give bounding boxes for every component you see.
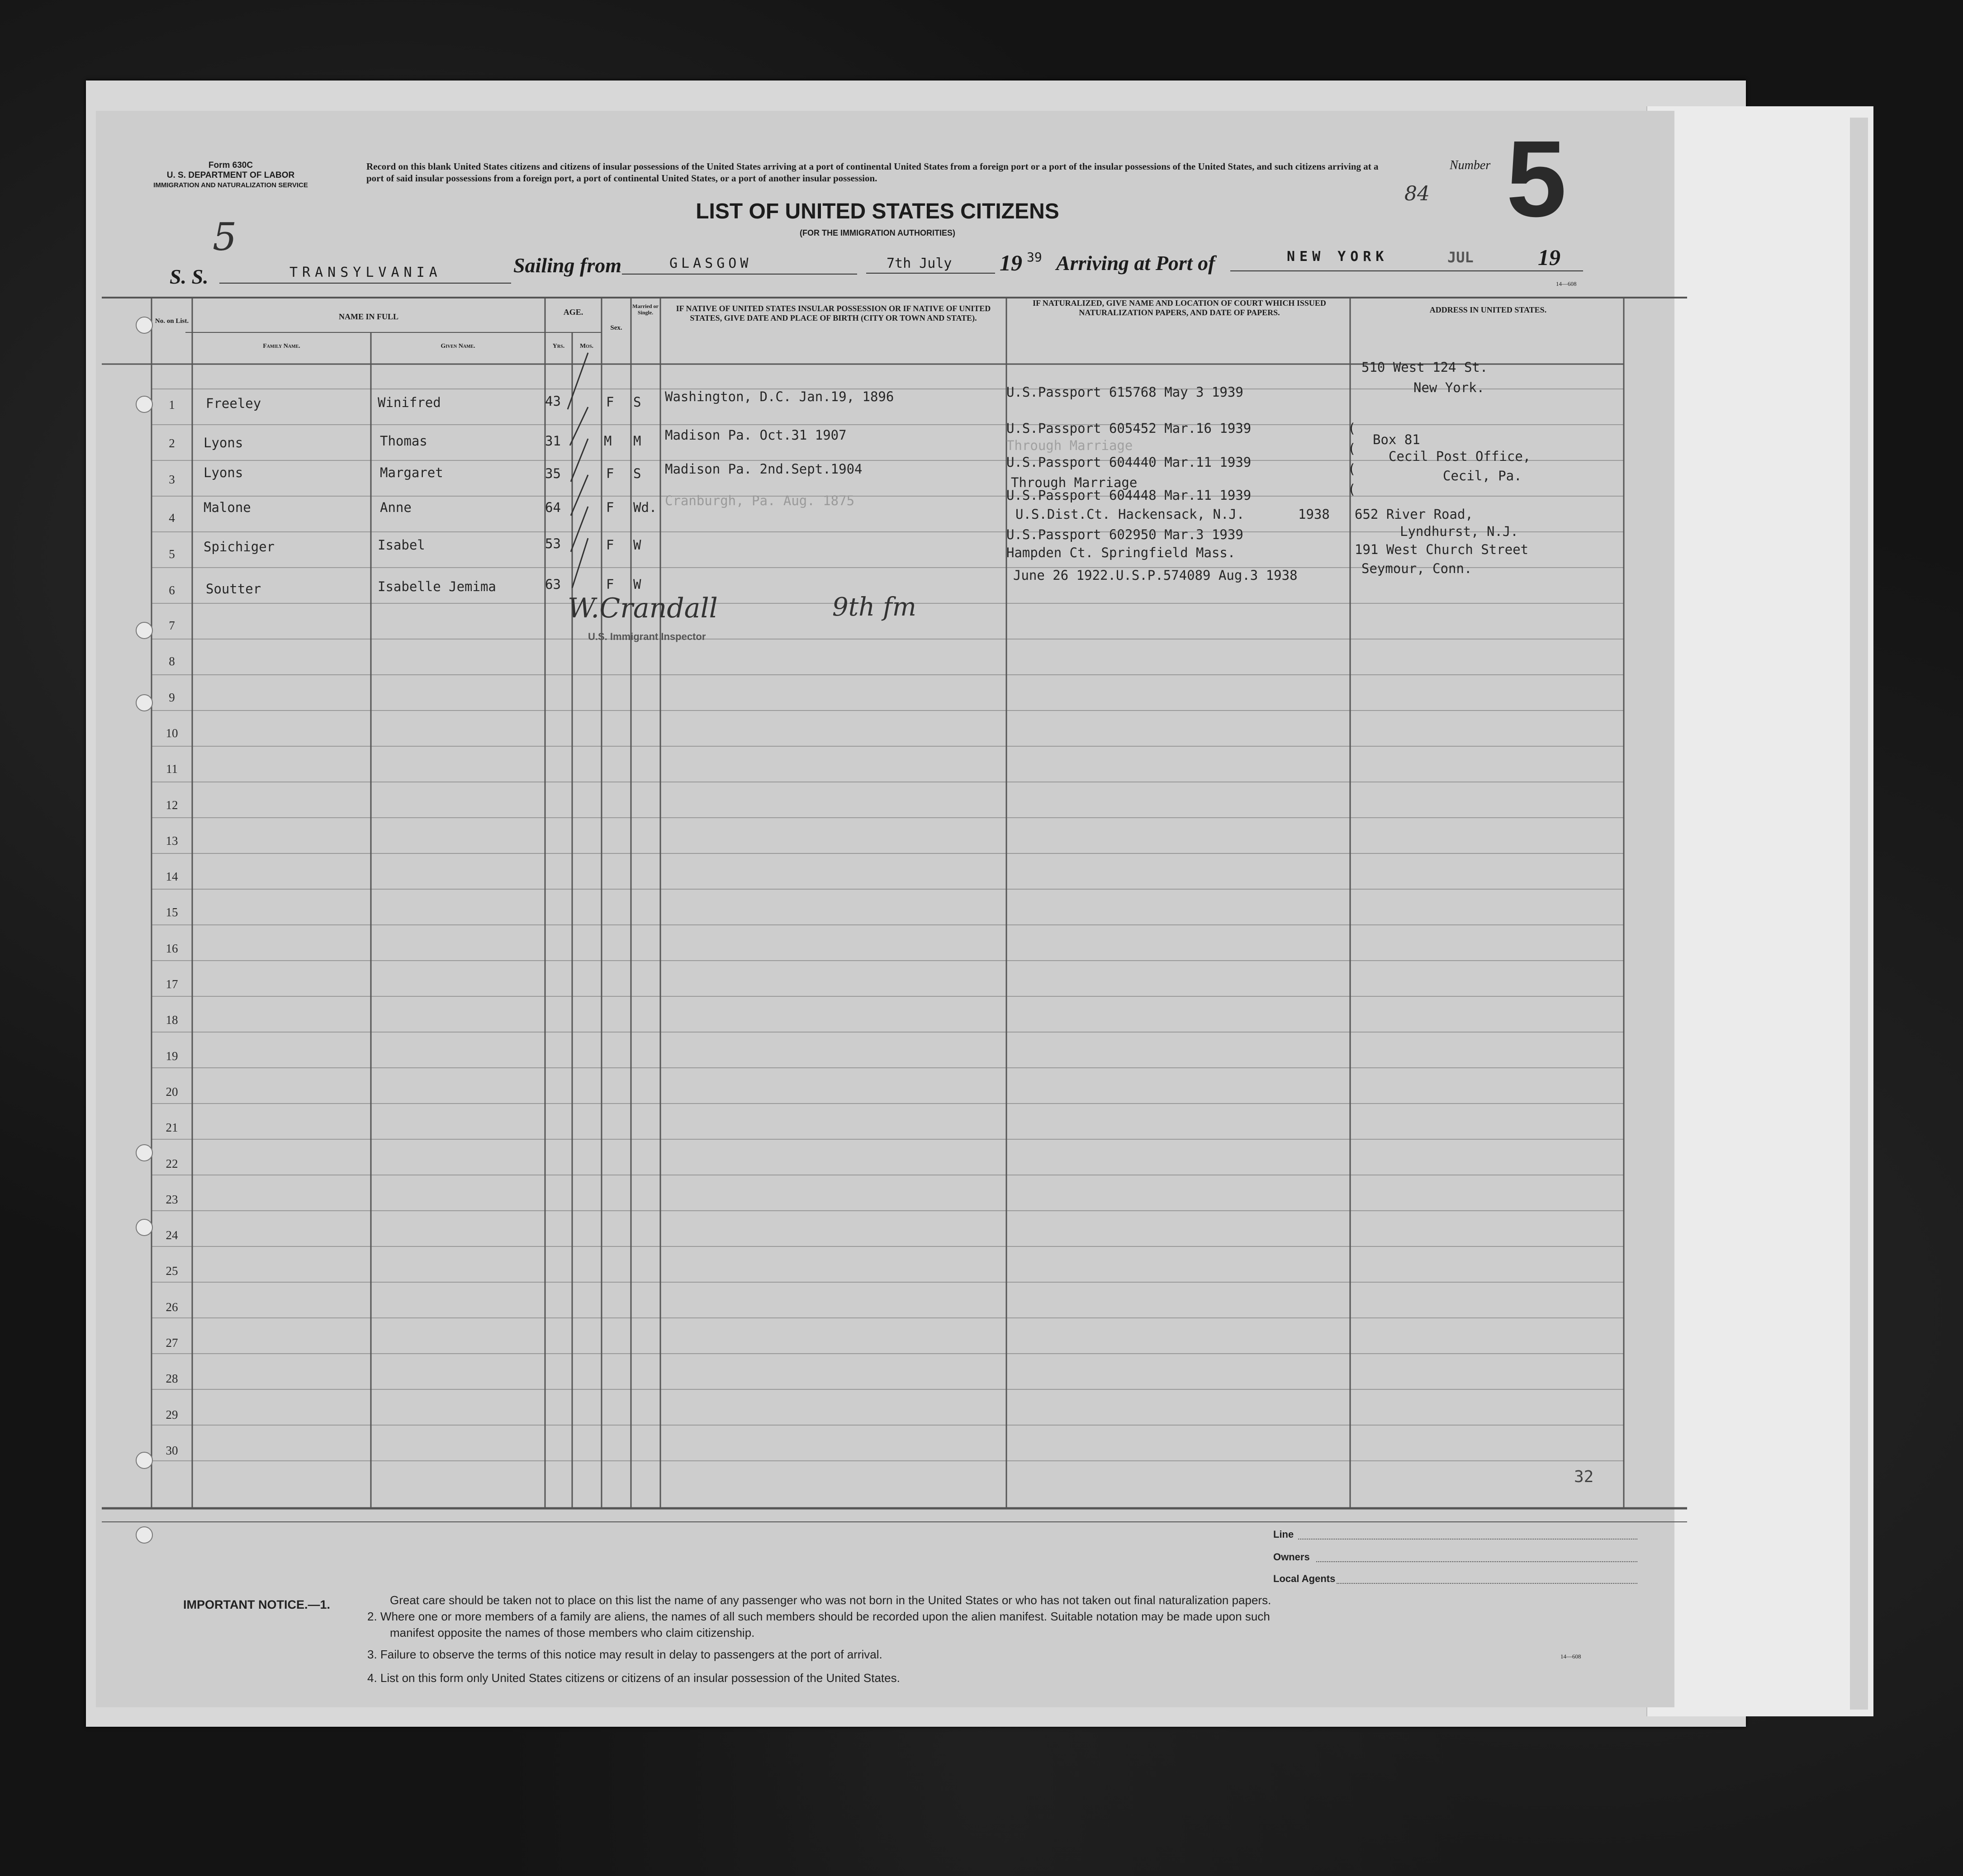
signature-note: 9th fm — [832, 592, 916, 622]
marital-status: Wd. — [633, 500, 657, 515]
naturalization-info: U.S.Passport 605452 Mar.16 1939 — [1006, 421, 1252, 436]
page-subtitle: (FOR THE IMMIGRATION AUTHORITIES) — [800, 228, 955, 237]
col-header-address: ADDRESS IN UNITED STATES. — [1429, 305, 1547, 314]
address-bracket: ( — [1348, 421, 1356, 436]
binder-hole — [136, 1452, 153, 1469]
naturalization-court: Hampden Ct. Springfield Mass. — [1006, 545, 1236, 560]
row-number: 18 — [166, 1013, 178, 1027]
age-years: 63 — [545, 577, 561, 592]
form-code-bottom: 14—608 — [1560, 1653, 1581, 1660]
row-number: 8 — [169, 654, 175, 668]
row-number: 19 — [166, 1049, 178, 1063]
col-header-naturalized: IF NATURALIZED, GIVE NAME AND LOCATION OF COURT WHICH ISSUED NATURALIZATION PAPERS, AND DATE OF PAPERS. — [1033, 298, 1326, 317]
footer-line-label: Line — [1273, 1529, 1294, 1540]
col-header-married: Married or Single. — [632, 303, 659, 316]
marital-status: W — [633, 577, 641, 592]
row-number: 24 — [166, 1228, 178, 1242]
form-id-line: Form 630C — [208, 161, 253, 170]
sailing-date: 7th July — [887, 256, 952, 271]
row-number: 15 — [166, 905, 178, 919]
row-number: 23 — [166, 1192, 178, 1206]
row-number: 13 — [166, 834, 178, 848]
binder-hole — [136, 1219, 153, 1236]
list-number: 5 — [1506, 118, 1567, 239]
form-code-top: 14—608 — [1556, 280, 1577, 287]
birth-info: Madison Pa. Oct.31 1907 — [665, 427, 847, 443]
naturalization-info: U.S.Passport 604440 Mar.11 1939 — [1006, 455, 1252, 470]
notice-item: manifest opposite the names of those members who claim citizenship. — [390, 1626, 755, 1639]
address-line: 510 West 124 St. — [1361, 360, 1488, 375]
col-header-no: No. on List. — [155, 317, 189, 325]
sex: F — [606, 577, 614, 592]
handwritten-5: 5 — [213, 215, 237, 259]
family-name: Freeley — [206, 396, 261, 411]
row-number: 29 — [166, 1407, 178, 1421]
row-number: 26 — [166, 1300, 178, 1314]
age-years: 31 — [545, 433, 561, 449]
form-id-line: U. S. DEPARTMENT OF LABOR — [166, 171, 295, 180]
age-years: 35 — [545, 466, 561, 481]
address-line: Box 81 — [1373, 432, 1420, 447]
inspector-stamp: U.S. Immigrant Inspector — [588, 631, 706, 642]
row-number: 10 — [166, 726, 178, 740]
year-19: 19 — [1538, 245, 1560, 270]
arriving-port: NEW YORK — [1287, 249, 1389, 265]
row-number: 9 — [169, 690, 175, 704]
binder-hole — [136, 694, 153, 711]
notice-title: IMPORTANT NOTICE.—1. — [183, 1598, 331, 1611]
col-header-yrs: Yrs. — [552, 343, 565, 350]
birth-info: Washington, D.C. Jan.19, 1896 — [665, 389, 894, 404]
sex: F — [606, 394, 614, 410]
birth-info-faint: Cranburgh, Pa. Aug. 1875 — [665, 493, 855, 508]
binder-hole — [136, 1526, 153, 1544]
binder-hole — [136, 396, 153, 413]
naturalization-info: U.S.Passport 615768 May 3 1939 — [1006, 384, 1243, 400]
page-title: LIST OF UNITED STATES CITIZENS — [696, 199, 1059, 223]
row-number: 2 — [169, 436, 175, 450]
given-name: Isabelle Jemima — [378, 579, 496, 594]
col-header-native: IF NATIVE OF UNITED STATES INSULAR POSSESSION OR IF NATIVE OF UNITED STATES, GIVE DATE AND PLACE OF BIRTH (CITY OR TOWN AND STATE). — [676, 304, 991, 322]
family-name: Lyons — [204, 435, 243, 450]
arrival-stamp-date: JUL — [1447, 249, 1474, 266]
row-number: 28 — [166, 1372, 178, 1386]
footer-agents-rule — [1337, 1583, 1637, 1584]
row-number: 3 — [169, 473, 175, 486]
footer-owners-rule — [1316, 1561, 1637, 1562]
address-line: 652 River Road, — [1355, 507, 1473, 522]
tick-mark — [571, 475, 588, 516]
family-name: Soutter — [206, 581, 261, 597]
row-number: 1 — [169, 398, 175, 412]
address-line: Lyndhurst, N.J. — [1400, 524, 1518, 539]
sex: F — [606, 466, 614, 481]
year-suffix: 39 — [1027, 250, 1042, 265]
notice-item: 3. Failure to observe the terms of this notice may result in delay to passengers at the port of arrival. — [367, 1648, 882, 1661]
naturalization-court: U.S.Dist.Ct. Hackensack, N.J. — [1015, 507, 1245, 522]
age-years: 43 — [545, 393, 561, 409]
inspector-signature: W.Crandall — [568, 592, 718, 624]
sailing-label: Sailing from — [513, 254, 622, 277]
marital-status: W — [633, 537, 641, 553]
form-id-line: IMMIGRATION AND NATURALIZATION SERVICE — [153, 181, 308, 189]
address-line: Seymour, Conn. — [1361, 561, 1472, 576]
marital-status: S — [633, 466, 641, 481]
binder-hole — [136, 622, 153, 639]
given-name: Isabel — [378, 537, 425, 553]
given-name: Winifred — [378, 395, 441, 410]
row-number: 4 — [169, 511, 175, 525]
given-name: Thomas — [380, 433, 427, 449]
tick-mark — [572, 538, 588, 588]
naturalization-info: U.S.Passport 604448 Mar.11 1939 — [1006, 488, 1252, 503]
row-number: 17 — [166, 977, 178, 991]
family-name: Malone — [204, 500, 251, 515]
naturalization-note: Through Marriage — [1011, 475, 1138, 490]
address-bracket: ( — [1348, 441, 1356, 456]
row-number: 6 — [169, 583, 175, 597]
sailing-from: GLASGOW — [669, 256, 752, 271]
footer-owners-label: Owners — [1273, 1551, 1310, 1563]
ship-name: TRANSYLVANIA — [289, 265, 442, 280]
marital-status: M — [633, 433, 641, 449]
row-number: 11 — [166, 762, 178, 776]
row-number: 22 — [166, 1156, 178, 1170]
row-number: 21 — [166, 1121, 178, 1135]
birth-info: Madison Pa. 2nd.Sept.1904 — [665, 461, 863, 477]
page-number: 32 — [1574, 1468, 1594, 1486]
col-header-given: Given Name. — [441, 343, 475, 350]
notice-item: Great care should be taken not to place on this list the name of any passenger who was not born in the United States or who has not taken out final naturalization papers. — [390, 1593, 1271, 1607]
given-name: Anne — [380, 500, 412, 515]
handwritten-84: 84 — [1404, 182, 1430, 205]
row-number: 12 — [166, 798, 178, 812]
family-name: Spichiger — [204, 539, 275, 554]
notice-item: 2. Where one or more members of a family are aliens, the names of all such members should be recorded upon the alien manifest. Suitable notation may be made upon such — [367, 1610, 1270, 1623]
row-number: 27 — [166, 1336, 178, 1350]
naturalization-info: June 26 1922.U.S.P.574089 Aug.3 1938 — [1013, 568, 1298, 583]
tick-mark — [568, 353, 588, 409]
marital-status: S — [633, 394, 641, 410]
address-line: Cecil Post Office, — [1389, 449, 1531, 464]
row-number: 20 — [166, 1085, 178, 1099]
sex: M — [604, 433, 612, 449]
binder-hole — [136, 1144, 153, 1161]
notice-item: 4. List on this form only United States citizens or citizens of an insular possession of the United States. — [367, 1671, 900, 1685]
row-number: 30 — [166, 1443, 178, 1457]
row-number: 16 — [166, 941, 178, 955]
col-header-sex: Sex. — [610, 324, 622, 332]
naturalization-info: U.S.Passport 602950 Mar.3 1939 — [1006, 527, 1243, 542]
given-name: Margaret — [380, 465, 443, 480]
row-number: 14 — [166, 870, 178, 884]
record-note: Record on this blank United States citizens and citizens of insular possessions of the United States arriving at a port of continental United States from a foreign port or a port of the insular possessions of the United States, and such citizens arriving at a port of said insular possessions from a foreign port, a port of continental United States, or a port of another insular possession. — [366, 161, 1379, 184]
naturalization-court-year: 1938 — [1298, 507, 1330, 522]
address-bracket: ( — [1348, 482, 1356, 497]
age-years: 53 — [545, 536, 561, 551]
footer-agents-label: Local Agents — [1273, 1573, 1336, 1584]
address-line: 191 West Church Street — [1355, 542, 1529, 557]
row-number: 7 — [169, 619, 175, 632]
number-label: Number — [1450, 158, 1491, 172]
row-number: 5 — [169, 547, 175, 561]
sex: F — [606, 537, 614, 553]
col-header-mos: Mos. — [579, 343, 594, 350]
col-header-age: AGE. — [563, 308, 583, 317]
age-years: 64 — [545, 500, 561, 515]
address-line: New York. — [1413, 380, 1485, 395]
col-header-family: Family Name. — [263, 343, 300, 350]
binder-hole — [136, 317, 153, 334]
address-line: Cecil, Pa. — [1443, 468, 1522, 483]
col-header-name: NAME IN FULL — [338, 312, 398, 321]
row-number: 25 — [166, 1264, 178, 1278]
ship-label: S. S. — [170, 265, 209, 288]
address-bracket: ( — [1348, 461, 1356, 477]
arriving-label: Arriving at Port of — [1056, 251, 1215, 275]
naturalization-note-faint: Through Marriage — [1006, 438, 1133, 453]
family-name: Lyons — [204, 465, 243, 480]
year-prefix: 19 — [1000, 250, 1022, 275]
sex: F — [606, 500, 614, 515]
footer-line-rule — [1298, 1539, 1637, 1540]
